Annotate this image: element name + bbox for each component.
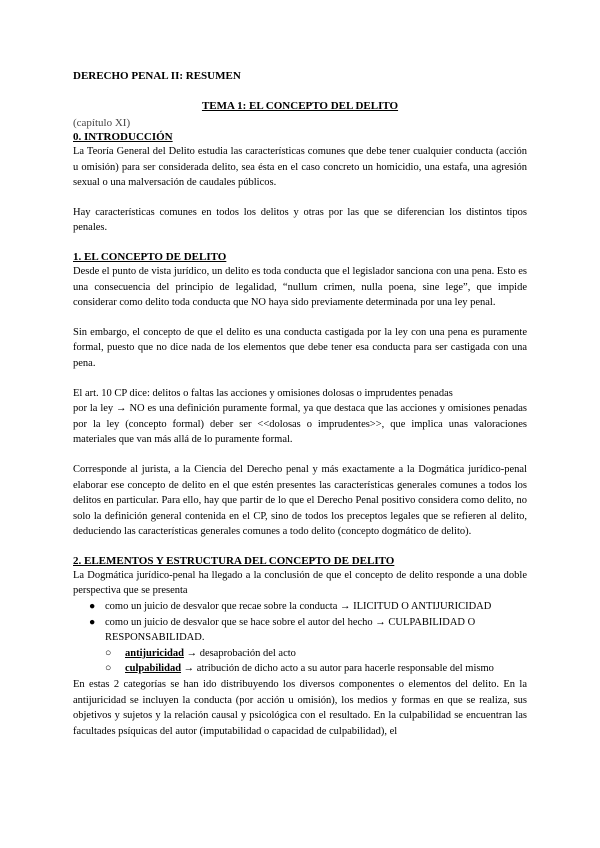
intro-paragraph-1: La Teoría General del Delito estudia las características comunes que debe tener cualquier conducta (acción u omisión) para ser considerada delito, sea ésta en el caso concreto un homicidio, una estafa, una agresión sexual o una malversación de caudales públicos. [73, 146, 527, 189]
term-culpabilidad: culpabilidad [125, 663, 182, 675]
sub-bullet-text: → atribución de dicho acto a su autor para hacerle responsable del mismo [181, 663, 494, 675]
elements-paragraph-2: En estas 2 categorías se han ido distribuyendo los diversos componentes o elementos del delito. En la antijuricidad se incluyen la conducta (por acción u omisión), los medios y formas en que se realiza, sus objetivos y sujetos y la relación causal y psicológica con el resultado. En la culpabilidad se encuentran las facultades psíquicas del autor (imputabilidad o capacidad de culpabilidad), el [73, 679, 527, 737]
list-item [89, 599, 527, 615]
concept-paragraph-4: Corresponde al jurista, a la Ciencia del Derecho penal y más exactamente a la Dogmática jurídico-penal elaborar ese concepto de delito en el que estén presentes las características generales comunes a todos los delitos en particular. Para ello, hay que partir de lo que el Derecho Penal positivo considera como delito, no solo la definición general contenida en el CP, sino de todos los preceptos legales que se refieren al delito, deduciendo las características generales comunes a todo delito (concepto dogmático de delito). [73, 463, 527, 538]
section-title-concept: 1. EL CONCEPTO DE DELITO [73, 250, 227, 263]
concept-paragraph-3a: El art. 10 CP dice: delitos o faltas las acciones y omisiones dolosas o imprudentes penadas [73, 387, 453, 399]
section-title-intro: 0. INTRODUCCIÓN [73, 131, 173, 143]
document-title: DERECHO PENAL II: RESUMEN [73, 70, 241, 82]
elements-paragraph-1: La Dogmática jurídico-penal ha llegado a la conclusión de que el concepto de delito responde a una doble perspectiva que se presenta [73, 569, 527, 597]
concept-paragraph-2: Sin embargo, el concepto de que el delito es una conducta castigada por la ley con una pena es puramente formal, puesto que no dice nada de los elementos que debe tener esa conducta para ser castigada con una pena. [73, 326, 527, 369]
sub-bullet-icon: ○ [105, 663, 112, 675]
chapter-note: (capítulo XI) [73, 117, 131, 129]
concept-paragraph-1: Desde el punto de vista jurídico, un delito es toda conducta que el legislador sanciona con una pena. Esto es una consecuencia del principio de legalidad, “nullum crimen, nulla poena, sine lege”, que impide considerar como delito toda conducta que NO haya sido previamente determinada por una ley penal. [73, 265, 527, 309]
sub-bullet-text: → desaprobación del acto [183, 647, 296, 659]
elements-bullet-list [73, 599, 527, 646]
elements-sub-list [73, 646, 527, 677]
bullet-icon: ● [89, 601, 96, 613]
sub-bullet-icon: ○ [105, 647, 112, 659]
term-antijuricidad: antijuricidad [125, 647, 184, 659]
section-title-elements: 2. ELEMENTOS Y ESTRUCTURA DEL CONCEPTO DE DELITO [73, 554, 395, 567]
intro-paragraph-2: Hay características comunes en todos los delitos y otras por las que se diferencian los distintos tipos penales. [73, 206, 527, 234]
theme-title: TEMA 1: EL CONCEPTO DEL DELITO [201, 100, 399, 112]
bullet-text: como un juicio de desvalor que recae sobre la conducta → ILICITUD O ANTIJURICIDAD [105, 601, 492, 613]
list-item [105, 646, 527, 662]
list-item [105, 661, 527, 677]
bullet-icon: ● [89, 616, 96, 628]
list-item [89, 615, 527, 646]
bullet-text: como un juicio de desvalor que se hace sobre el autor del hecho → CULPABILIDAD O RESPONSABILIDAD. [105, 616, 476, 644]
concept-paragraph-3b: por la ley → NO es una definición puramente formal, ya que destaca que las acciones y omisiones penadas por la ley (concepto formal) deber ser <<dolosas o imprudentes>>, que implica unas valoraciones materiales que van más allá de lo puramente formal. [73, 403, 527, 446]
